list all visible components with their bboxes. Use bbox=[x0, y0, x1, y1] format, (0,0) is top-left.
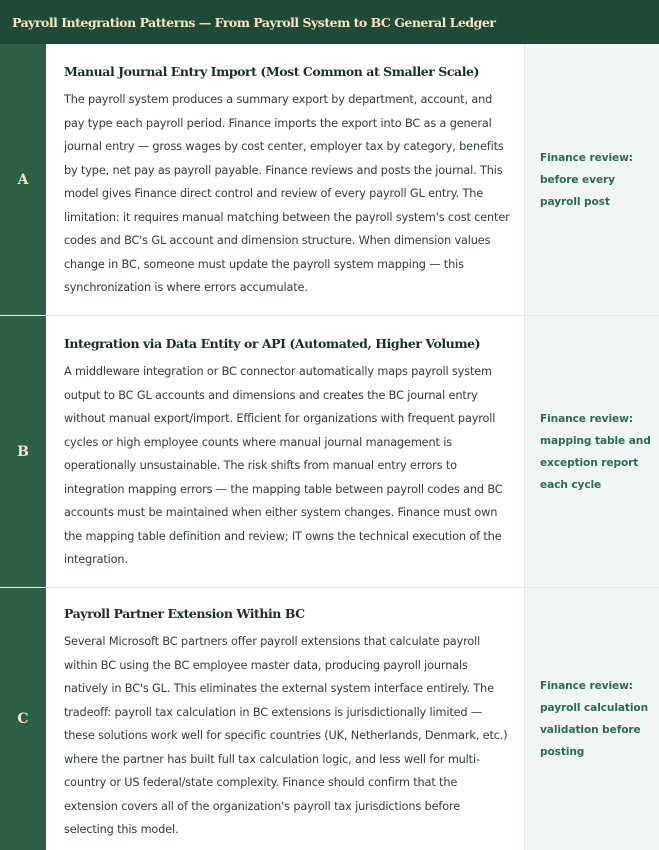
row-letter-cell bbox=[0, 44, 46, 315]
review-cell bbox=[524, 316, 659, 587]
table-header bbox=[0, 0, 659, 44]
pattern-title: Manual Journal Entry Import (Most Common at Smaller Scale) bbox=[64, 64, 479, 79]
pattern-title: Integration via Data Entity or API (Automated, Higher Volume) bbox=[64, 336, 481, 351]
page-title: Payroll Integration Patterns — From Payroll System to BC General Ledger bbox=[12, 14, 496, 30]
review-note: Finance review: payroll calculation validation before posting bbox=[540, 680, 649, 758]
pattern-body: A middleware integration or BC connector automatically maps payroll system output to BC GL accounts and dimensions and creates the BC journal entry without manual export/import. Efficient for organizations with frequent payroll cycles or high employee counts where manual journal management is operationally unsustainable. The risk shifts from manual entry errors to integration mapping errors — the mapping table between payroll codes and BC accounts must be maintained when either system changes. Finance must own the mapping table definition and review; IT owns the technical execution of the integration. bbox=[64, 365, 503, 566]
pattern-description-cell bbox=[46, 44, 524, 315]
pattern-body: The payroll system produces a summary export by department, account, and pay type each payroll period. Finance imports the export into BC as a general journal entry — gross wages by cost center, employer tax by category, benefits by type, net pay as payroll payable. Finance reviews and posts the journal. This model gives Finance direct control and review of every payroll GL entry. The limitation: it requires manual matching between the payroll system's cost center codes and BC's GL account and dimension structure. When dimension values change in BC, someone must update the payroll system mapping — this synchronization is where errors accumulate. bbox=[64, 93, 510, 294]
review-cell bbox=[524, 588, 659, 850]
pattern-description-cell bbox=[46, 316, 524, 587]
review-note: Finance review: before every payroll post bbox=[540, 151, 633, 208]
pattern-row-c bbox=[0, 588, 659, 850]
pattern-description-cell bbox=[46, 588, 524, 850]
pattern-row-b bbox=[0, 316, 659, 588]
pattern-row-a bbox=[0, 44, 659, 316]
review-cell bbox=[524, 44, 659, 315]
pattern-title: Payroll Partner Extension Within BC bbox=[64, 606, 305, 621]
row-letter-cell bbox=[0, 588, 46, 850]
row-letter: C bbox=[17, 711, 29, 727]
pattern-body: Several Microsoft BC partners offer payroll extensions that calculate payroll within BC using the BC employee master data, producing payroll journals natively in BC's GL. This eliminates the external system interface entirely. The tradeoff: payroll tax calculation in BC extensions is jurisdictionally limited — these solutions work well for specific countries (UK, Netherlands, Denmark, etc.) where the partner has built full tax calculation logic, and less well for multi-country or US federal/state complexity. Finance should confirm that the extension covers all of the organization's payroll tax jurisdictions before selecting this model. bbox=[64, 635, 508, 836]
row-letter: B bbox=[17, 443, 29, 460]
review-note: Finance review: mapping table and exception report each cycle bbox=[540, 412, 651, 491]
row-letter-cell bbox=[0, 316, 46, 587]
row-letter: A bbox=[17, 171, 29, 188]
